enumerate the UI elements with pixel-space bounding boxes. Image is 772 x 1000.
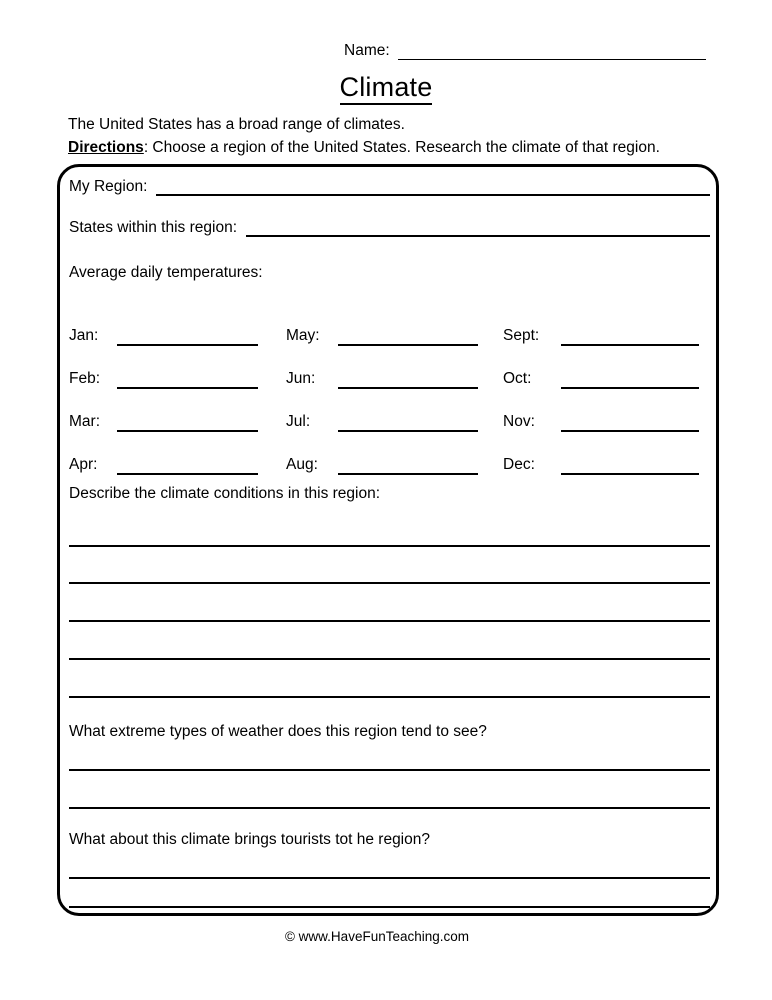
my-region-write-line[interactable] xyxy=(156,178,710,196)
average-temperatures-label: Average daily temperatures: xyxy=(69,264,263,281)
month-write-line[interactable] xyxy=(338,413,478,432)
month-row xyxy=(503,303,699,346)
name-write-line[interactable] xyxy=(398,44,706,60)
month-write-line[interactable] xyxy=(338,327,478,346)
month-row xyxy=(503,346,699,389)
month-write-line[interactable] xyxy=(338,456,478,475)
month-label: Jan: xyxy=(69,327,99,344)
intro-line-1: The United States has a broad range of climates. xyxy=(68,116,405,133)
month-write-line[interactable] xyxy=(561,327,699,346)
month-row xyxy=(503,389,699,432)
month-label: May: xyxy=(286,327,320,344)
my-region-field xyxy=(69,177,710,196)
answer-write-line[interactable] xyxy=(69,620,710,622)
month-label: Dec: xyxy=(503,456,535,473)
worksheet-body-box xyxy=(57,164,719,916)
month-write-line[interactable] xyxy=(117,327,258,346)
directions-text: : Choose a region of the United States. Research the climate of that region. xyxy=(143,139,660,156)
month-label: Jul: xyxy=(286,413,311,430)
month-write-line[interactable] xyxy=(561,370,699,389)
question-prompt-extreme-weather: What extreme types of weather does this region tend to see? xyxy=(69,723,487,740)
month-row xyxy=(286,346,478,389)
page-title-text: Climate xyxy=(340,72,433,105)
month-write-line[interactable] xyxy=(117,456,258,475)
month-row xyxy=(286,303,478,346)
month-column-3 xyxy=(503,303,699,475)
answer-write-line[interactable] xyxy=(69,769,710,771)
name-field-row xyxy=(344,42,706,60)
month-write-line[interactable] xyxy=(338,370,478,389)
month-write-line[interactable] xyxy=(117,413,258,432)
month-row xyxy=(69,432,258,475)
copyright-text: © www.HaveFunTeaching.com xyxy=(284,929,470,944)
directions-line xyxy=(68,137,718,159)
page-title xyxy=(0,71,772,103)
my-region-label: My Region: xyxy=(69,178,148,195)
directions-label: Directions xyxy=(68,139,144,156)
states-field xyxy=(69,218,710,237)
name-label: Name: xyxy=(344,42,390,59)
answer-write-line[interactable] xyxy=(69,545,710,547)
answer-write-line[interactable] xyxy=(69,658,710,660)
month-label: Nov: xyxy=(503,413,535,430)
intro-block xyxy=(68,114,718,159)
footer xyxy=(0,928,772,945)
month-row xyxy=(286,389,478,432)
month-column-1 xyxy=(69,303,258,475)
question-prompt-tourists: What about this climate brings tourists tot he region? xyxy=(69,831,430,848)
states-write-line[interactable] xyxy=(246,219,710,237)
answer-write-line[interactable] xyxy=(69,582,710,584)
worksheet-body-inner xyxy=(60,167,716,913)
month-write-line[interactable] xyxy=(117,370,258,389)
month-column-2 xyxy=(286,303,478,475)
month-label: Mar: xyxy=(69,413,100,430)
month-label: Jun: xyxy=(286,370,316,387)
answer-write-line[interactable] xyxy=(69,877,710,879)
answer-write-line[interactable] xyxy=(69,807,710,809)
question-prompt-describe-climate: Describe the climate conditions in this region: xyxy=(69,485,381,502)
month-label: Sept: xyxy=(503,327,540,344)
month-row xyxy=(69,346,258,389)
month-row xyxy=(503,432,699,475)
month-row xyxy=(286,432,478,475)
month-label: Aug: xyxy=(286,456,318,473)
month-row xyxy=(69,303,258,346)
month-row xyxy=(69,389,258,432)
month-write-line[interactable] xyxy=(561,413,699,432)
states-label: States within this region: xyxy=(69,219,238,236)
month-label: Oct: xyxy=(503,370,532,387)
answer-write-line[interactable] xyxy=(69,696,710,698)
answer-write-line[interactable] xyxy=(69,906,710,908)
month-label: Apr: xyxy=(69,456,98,473)
month-write-line[interactable] xyxy=(561,456,699,475)
month-label: Feb: xyxy=(69,370,101,387)
